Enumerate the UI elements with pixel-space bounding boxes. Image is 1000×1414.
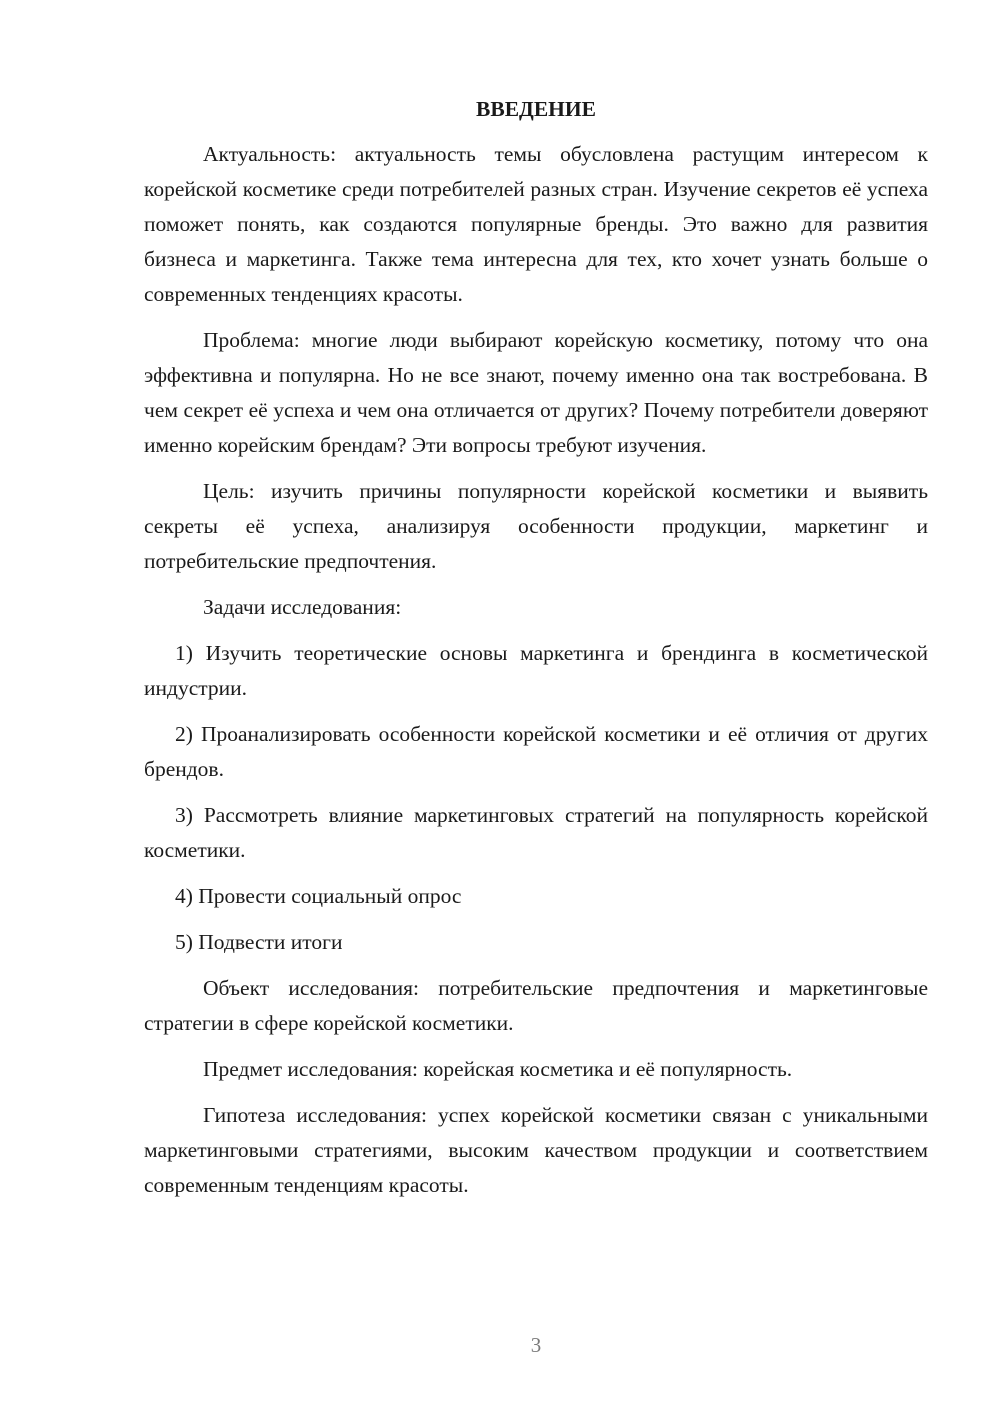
object-paragraph: Объект исследования: потребительские предпочтения и маркетинговые стратегии в сфере корейской косметики. [144, 976, 928, 1035]
task-item-5: 5) Подвести итоги [175, 930, 343, 954]
relevance-paragraph: Актуальность: актуальность темы обусловлена растущим интересом к корейской косметике среди потребителей разных стран. Изучение секретов её успеха поможет понять, как создаются популярные бренды. Это важно для развития бизнеса и маркетинга. Также тема интересна для тех, кто хочет узнать больше о современных тенденциях красоты. [144, 142, 928, 306]
subject-paragraph: Предмет исследования: корейская косметика и её популярность. [203, 1057, 793, 1081]
task-item-4: 4) Провести социальный опрос [175, 884, 462, 908]
task-item-3: 3) Рассмотреть влияние маркетинговых стратегий на популярность корейской косметики. [144, 803, 928, 862]
problem-paragraph: Проблема: многие люди выбирают корейскую косметику, потому что она эффективна и популярна. Но не все знают, почему именно она так востребована. В чем секрет её успеха и чем она отличается от других? Почему потребители доверяют именно корейским брендам? Эти вопросы требуют изучения. [144, 328, 928, 457]
task-item-2: 2) Проанализировать особенности корейской косметики и её отличия от других брендов. [144, 722, 928, 781]
tasks-heading: Задачи исследования: [203, 595, 402, 619]
goal-paragraph: Цель: изучить причины популярности корейской косметики и выявить секреты её успеха, анализируя особенности продукции, маркетинг и потребительские предпочтения. [144, 479, 928, 573]
hypothesis-paragraph: Гипотеза исследования: успех корейской косметики связан с уникальными маркетинговыми стратегиями, высоким качеством продукции и соответствием современным тенденциям красоты. [144, 1103, 928, 1197]
page-title: ВВЕДЕНИЕ [476, 97, 596, 121]
page-number: 3 [530, 1333, 542, 1357]
document-page [144, 92, 928, 1214]
task-item-1: 1) Изучить теоретические основы маркетинга и брендинга в косметической индустрии. [144, 641, 928, 700]
